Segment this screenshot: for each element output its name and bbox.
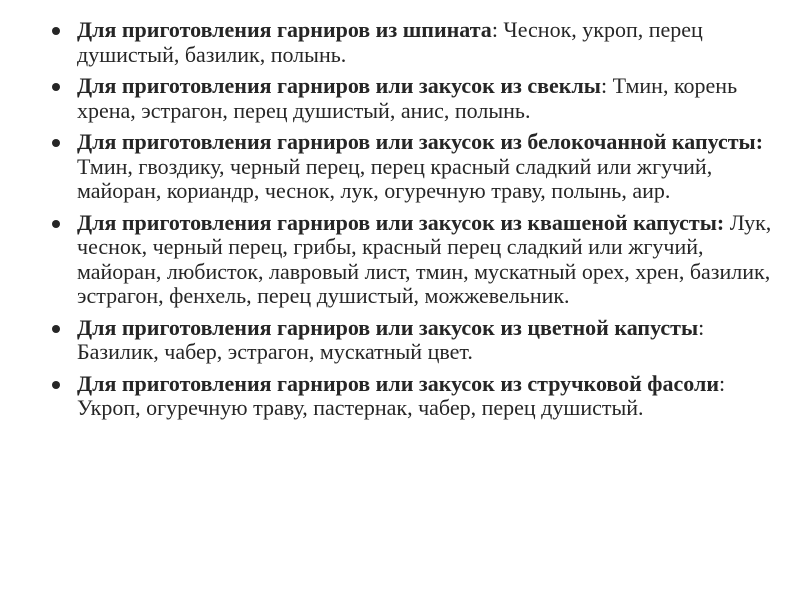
bullet-icon <box>52 325 60 333</box>
item-text: Тмин, гвоздику, черный перец, перец красный сладкий или жгучий, майоран, кориандр, чеснок, лук, огуречную траву, полынь, аир. <box>77 153 713 203</box>
list-item-cauliflower <box>52 316 772 365</box>
bullet-icon <box>52 27 60 35</box>
item-text: : Чеснок, укроп, перец душистый, базилик, полынь. <box>77 17 703 67</box>
list-item-sauerkraut <box>52 211 772 309</box>
bullet-list <box>52 18 772 428</box>
item-text: : Укроп, огуречную траву, пастернак, чабер, перец душистый. <box>77 370 726 420</box>
item-heading: Для приготовления гарниров или закусок из свеклы <box>77 73 601 98</box>
item-text: : Базилик, чабер, эстрагон, мускатный цвет. <box>77 314 705 364</box>
item-text: Лук, чеснок, черный перец, грибы, красный перец сладкий или жгучий, майоран, любисток, лавровый лист, тмин, мускатный орех, хрен, базилик, эстрагон, фенхель, перец душистый, можжевельник. <box>77 209 772 308</box>
bullet-icon <box>52 381 60 389</box>
item-heading: Для приготовления гарниров или закусок из цветной капусты <box>77 314 699 340</box>
list-item-beet <box>52 74 772 123</box>
bullet-icon <box>52 139 60 147</box>
list-item-spinach <box>52 18 772 67</box>
bullet-icon <box>52 83 60 91</box>
item-heading: Для приготовления гарниров из шпината <box>77 17 492 42</box>
item-text: : Тмин, корень хрена, эстрагон, перец душистый, анис, полынь. <box>77 73 738 123</box>
bullet-icon <box>52 220 60 228</box>
list-item-green-beans <box>52 372 772 421</box>
list-item-white-cabbage <box>52 130 772 204</box>
item-heading: Для приготовления гарниров или закусок из стручковой фасоли <box>77 370 720 396</box>
item-heading: Для приготовления гарниров или закусок из белокочанной капусты: <box>77 129 764 154</box>
item-heading: Для приготовления гарниров или закусок из квашеной капусты: <box>77 209 725 235</box>
